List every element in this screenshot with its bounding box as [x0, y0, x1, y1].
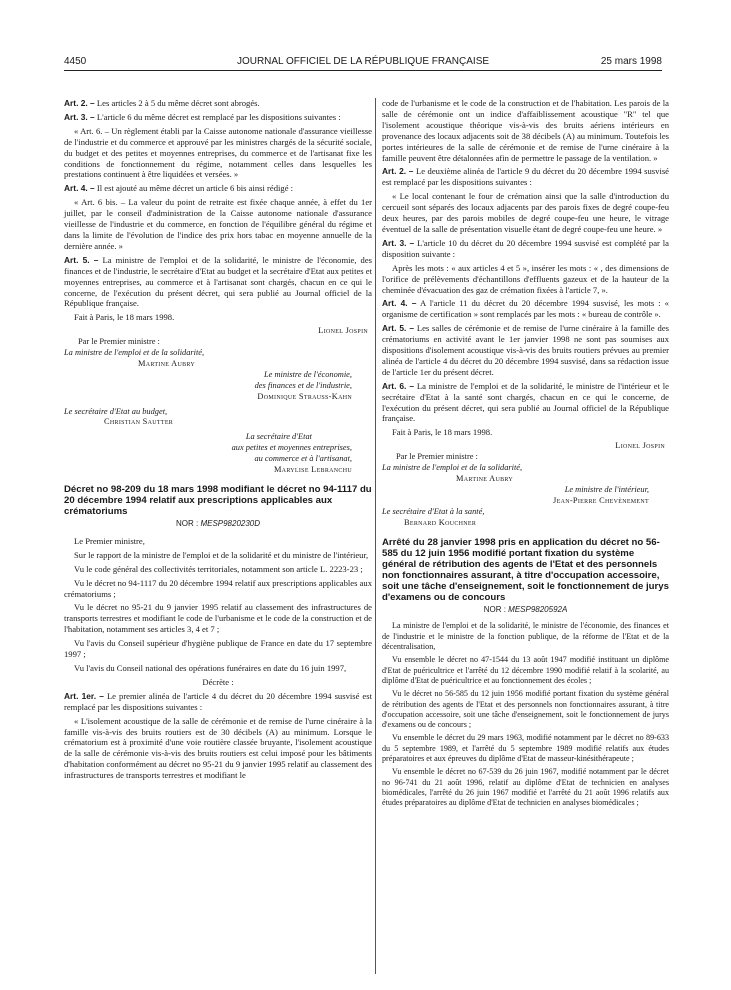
decree-article-3: Art. 3. – L'article 10 du décret du 20 décembre 1994 susvisé est complété par la disposition suivante : — [382, 237, 669, 259]
decree-signature-emploi-title: La ministre de l'emploi et de la solidarité, — [382, 463, 523, 473]
article-1-quote-continued: code de l'urbanisme et le code de la construction et de l'habitation. Les parois de la salle de cérémonie ont un indice d'affaiblissement acoustique "R" tel que l'isolement acoustique théorique vis-à-vis des bruits aériens intérieurs en provenance des locaux adjacents soit de 38 décibels (A) au minimum. Toutefois les portes intérieures de la salle de cérémonie et de remise de l'urne cinéraire à la famille peuvent être détalonnées afin de permettre le passage de la ventilation. » — [382, 98, 669, 163]
issue-date: 25 mars 1998 — [600, 56, 662, 67]
signature-budget-name: Christian Sautter — [104, 417, 174, 427]
right-column — [382, 98, 669, 811]
signature-pme-title: La secrétaire d'Etat — [245, 432, 312, 442]
arrete-nor: NOR : MESP9820592A — [483, 604, 568, 614]
decree-article-4: Art. 4. – A l'article 11 du décret du 20 décembre 1994 susvisé, les mots : « organisme de certification » sont remplacés par les mots : « bureau de contrôle ». — [382, 298, 669, 320]
decree-signature-emploi-name: Martine Aubry — [456, 474, 514, 483]
arrete-title: Arrêté du 28 janvier 1998 pris en application du décret no 56-585 du 12 juin 1956 modifié portant fixation du système général de rétribution des agents de l'Etat et des personnels non fonctionnaires assurant, à titre d'occupation accessoire, soit une tâche d'enseignement, soit le fonctionnement de jurys d'examens ou de concours — [382, 536, 669, 603]
decree-article-2-quote: « Le local contenant le four de crémation ainsi que la salle d'introduction du cercueil sont séparés des locaux adjacents par des parois fixes de degré coupe-feu deux heures, par des parois mobiles de degré coupe-feu une heure, le vitrage éventuel de la salle de présentation visuelle étant de degré coupe-feu une heure. » — [382, 191, 669, 234]
decree-article-1-quote: « L'isolement acoustique de la salle de cérémonie et de remise de l'urne cinéraire à la famille vis-à-vis des bruits routiers est de 30 décibels (A) au minimum. Lorsque le crématorium est à proximité d'une voie routière classée bruyante, l'isolement acoustique de la salle de cérémonie vis-à-vis des bruits routiers est celui imposé pour les bâtiments d'habitation conformément au décret no 95-21 du 9 janvier 1995 relatif au classement des infrastructures de transports terrestres et modifiant le — [64, 715, 372, 781]
decree-signature-sante-title: Le secrétaire d'Etat à la santé, — [382, 506, 485, 516]
decree-p4: Vu le décret no 94-1117 du 20 décembre 1994 relatif aux prescriptions applicables aux crématoriums ; — [64, 577, 372, 599]
decrete: Décrète : — [202, 676, 234, 687]
decree-p1: Le Premier ministre, — [74, 535, 145, 546]
decree-article-3-quote: Après les mots : « aux articles 4 et 5 », insérer les mots : « , des dimensions de l'orifice de prélèvements d'échantillons d'effluents gazeux et de la hauteur de la cheminée d'évacuation des gaz de crémation fixées à l'article 7, ». — [382, 262, 669, 295]
arrete-p4: Vu ensemble le décret du 29 mars 1963, modifié notamment par le décret no 89-633 du 5 septembre 1989, et l'arrêté du 5 septembre 1989 modifié relatifs aux études préparatoires et aux épreuves du diplôme d'Etat de masseur-kinésithérapeute ; — [382, 733, 669, 763]
article-4: Art. 4. – Il est ajouté au même décret un article 6 bis ainsi rédigé : — [64, 183, 294, 194]
decree-p6: Vu l'avis du Conseil supérieur d'hygiène publique de France en date du 17 septembre 1997 ; — [64, 638, 372, 660]
decree-fait-a-paris: Fait à Paris, le 18 mars 1998. — [392, 427, 493, 438]
journal-title: JOURNAL OFFICIEL DE LA RÉPUBLIQUE FRANÇAISE — [236, 56, 490, 67]
signature-eco-title-2: des finances et de l'industrie, — [254, 380, 352, 390]
decree-article-1: Art. 1er. – Le premier alinéa de l'article 4 du décret du 20 décembre 1994 susvisé est remplacé par les dispositions suivantes : — [64, 690, 372, 712]
arrete-p2: Vu ensemble le décret no 47-1544 du 13 août 1947 modifié instituant un diplôme d'Etat de puéricultrice et l'arrêté du 12 décembre 1990 modifié relatif à la scolarité, au diplôme d'Etat de puéricultrice et au fonctionnement des écoles ; — [382, 655, 669, 685]
decree-p2: Sur le rapport de la ministre de l'emploi et de la solidarité et du ministre de l'intérieur, — [74, 549, 369, 560]
signature-emploi-name: Martine Aubry — [138, 358, 196, 368]
article-4-quote: « Art. 6 bis. – La valeur du point de retraite est fixée chaque année, à effet du 1er juillet, par le conseil d'administration de la Caisse autonome nationale d'assurance vieillesse de l'industrie et du commerce, en fonction de l'équilibre général du régime et dans la limite de l'évolution de l'indice des prix hors tabac en moyenne annuelle de la dernière année. » — [64, 197, 372, 251]
signature-par: Par le Premier ministre : — [78, 337, 160, 347]
signature-pme-title-2: aux petites et moyennes entreprises, — [231, 443, 352, 453]
decree-p3: Vu le code général des collectivités territoriales, notamment son article L. 2223-23 ; — [74, 563, 363, 574]
decree-article-5: Art. 5. – Les salles de cérémonie et de remise de l'urne cinéraire à la famille des crématoriums en activité avant le 1er janvier 1998 ne sont pas soumises aux dispositions d'isolement acoustique vis-à-vis des bruits routiers prévues au premier alinéa de l'article 4 du décret du 20 décembre 1994 susvisé, dans sa rédaction issue de l'article 1er du présent décret. — [382, 323, 669, 377]
decree-signature-int-name: Jean-Pierre Chevènement — [553, 495, 649, 505]
column-separator — [375, 98, 376, 974]
arrete-p3: Vu le décret no 56-585 du 12 juin 1956 modifié portant fixation du système général de rétribution des agents de l'Etat et des personnels non fonctionnaires assurant, à titre d'occupation accessoire, soit une tâche d'enseignement, soit le fonctionnement de jurys d'examens ou de concours ; — [382, 689, 669, 730]
decree-article-2: Art. 2. – Le deuxième alinéa de l'article 9 du décret du 20 décembre 1994 susvisé est remplacé par les dispositions suivantes : — [382, 166, 669, 188]
decree-p7: Vu l'avis du Conseil national des opérations funéraires en date du 16 juin 1997, — [74, 662, 347, 673]
signature-emploi-title: La ministre de l'emploi et de la solidarité, — [64, 348, 205, 358]
signature-pme-name: Marylise Lebranchu — [273, 465, 352, 475]
signature-eco-name: Dominique Strauss-Kahn — [257, 391, 352, 401]
article-5: Art. 5. – La ministre de l'emploi et de la solidarité, le ministre de l'économie, des finances et de l'industrie, le secrétaire d'Etat au budget et la secrétaire d'Etat aux petites et moyennes entreprises, au commerce et à l'artisanat sont chargés, chacun en ce qui le concerne, de l'exécution du présent décret, qui sera publié au Journal officiel de la République française. — [64, 254, 372, 309]
decree-p5: Vu le décret no 95-21 du 9 janvier 1995 relatif au classement des infrastructures de transports terrestres et modifiant le code de l'urbanisme et le code de la construction et de l'habitation, notamment ses articles 3, 4 et 7 ; — [64, 602, 372, 635]
page-header — [64, 56, 662, 70]
arrete-p1: La ministre de l'emploi et de la solidarité, le ministre de l'économie, des finances et de l'industrie et le ministre de la fonction publique, de la réforme de l'Etat et de la décentralisation, — [382, 621, 669, 652]
article-3: Art. 3. – L'article 6 du même décret est remplacé par les dispositions suivantes : — [64, 111, 341, 122]
signature-budget-title: Le secrétaire d'Etat au budget, — [64, 406, 168, 416]
header-rule — [64, 70, 662, 71]
article-2: Art. 2. – Les articles 2 à 5 du même décret sont abrogés. — [64, 98, 260, 108]
article-3-quote: « Art. 6. – Un règlement établi par la Caisse autonome nationale d'assurance vieillesse de l'industrie et du commerce et approuvé par les ministres chargés de la sécurité sociale, du budget et des petites et moyennes entreprises, du commerce et de l'artisanat fixe les conditions de fonctionnement du régime, notamment celles dans lesquelles les prestations continuent à être liquidées et versées. » — [64, 125, 372, 180]
decree-signature-int-title: Le ministre de l'intérieur, — [564, 484, 649, 494]
signature-eco-title: Le ministre de l'économie, — [263, 369, 352, 379]
fait-a-paris: Fait à Paris, le 18 mars 1998. — [74, 312, 175, 323]
decree-title: Décret no 98-209 du 18 mars 1998 modifiant le décret no 94-1117 du 20 décembre 1994 relatif aux prescriptions applicables aux crématoriums — [64, 484, 372, 517]
left-column — [64, 98, 372, 784]
decree-signature-pm: Lionel Jospin — [615, 441, 665, 451]
decree-signature-sante-name: Bernard Kouchner — [404, 517, 477, 527]
decree-nor: NOR : MESP9820230D — [175, 519, 261, 528]
decree-article-6: Art. 6. – La ministre de l'emploi et de la solidarité, le ministre de l'intérieur et le secrétaire d'Etat à la santé sont chargés, chacun en ce qui le concerne, de l'exécution du présent décret, qui sera publié au Journal officiel de la République française. — [382, 380, 669, 424]
decree-signature-par: Par le Premier ministre : — [396, 452, 478, 462]
signature-pm: Lionel Jospin — [318, 326, 368, 336]
arrete-p5: Vu ensemble le décret no 67-539 du 26 juin 1967, modifié notamment par le décret no 96-741 du 21 août 1996, relatif au diplôme d'Etat de technicien en analyses biomédicales, l'arrêté du 26 juin 1967 modifié et l'arrêté du 21 août 1996 relatifs aux études préparatoires au diplôme d'Etat de technicien en analyses biomédicales ; — [382, 767, 669, 808]
signature-pme-title-3: au commerce et à l'artisanat, — [254, 454, 352, 464]
page-number: 4450 — [64, 56, 87, 67]
